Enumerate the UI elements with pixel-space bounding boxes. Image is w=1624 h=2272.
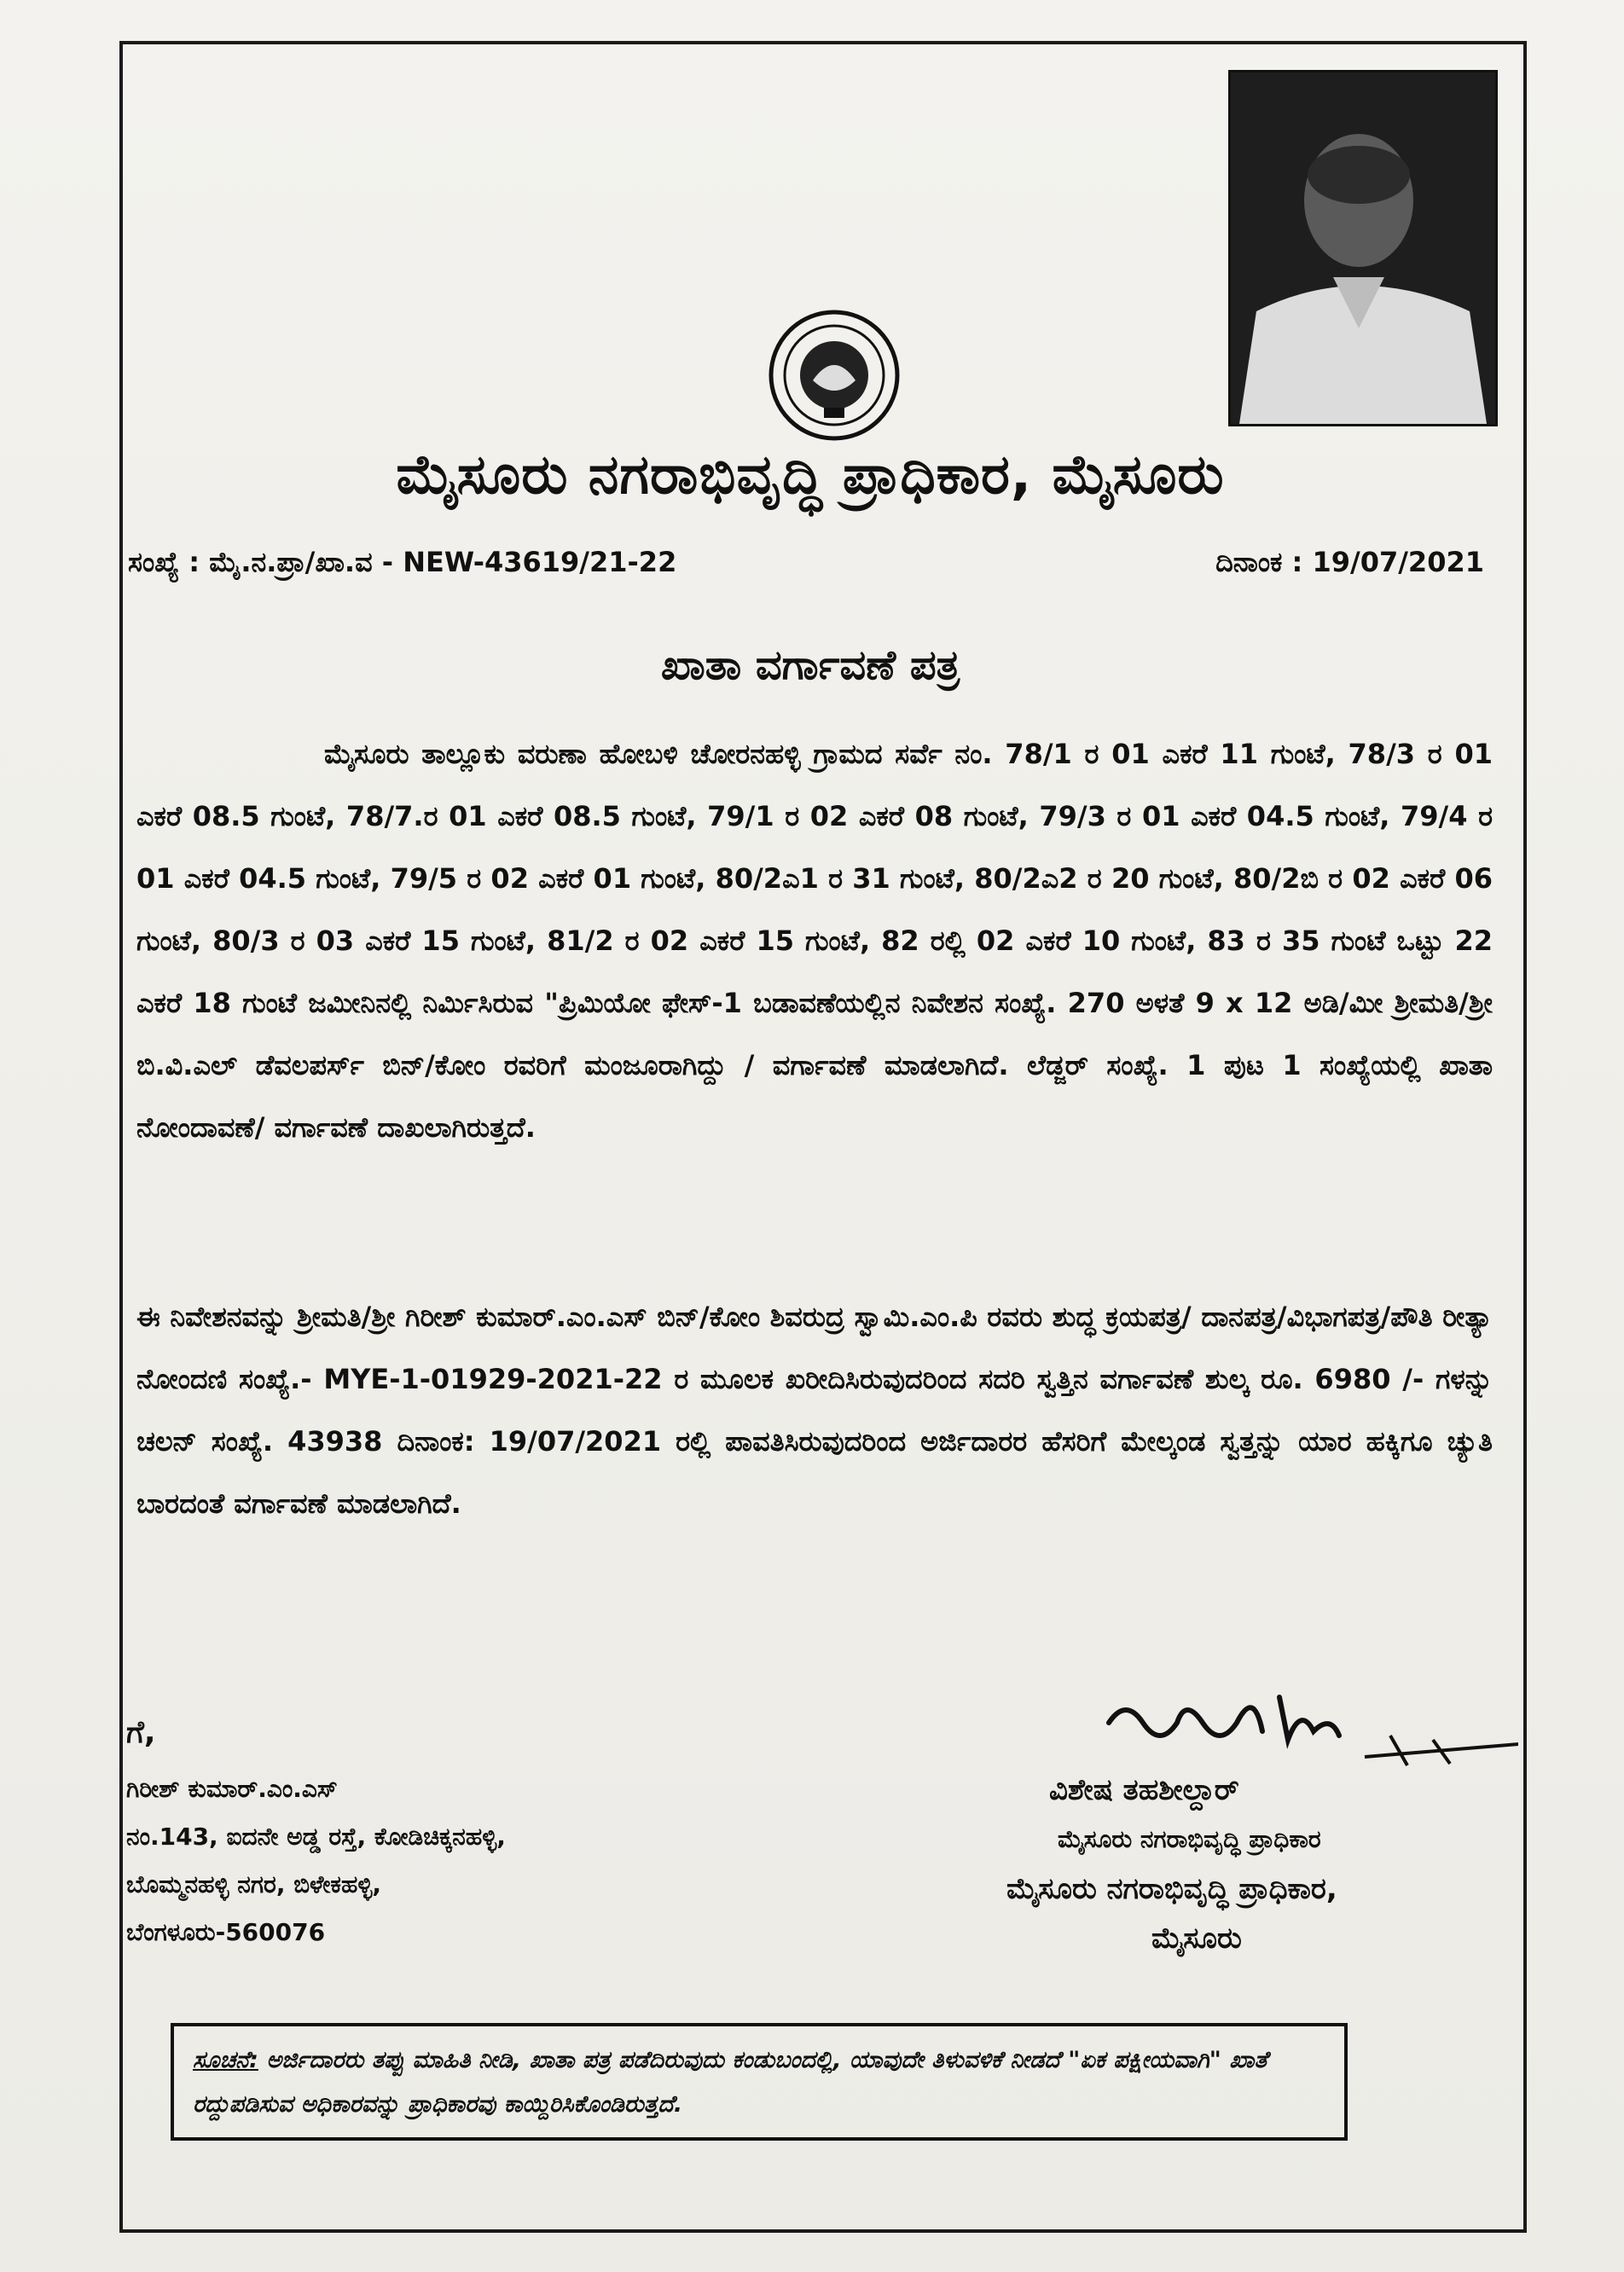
note-box — [171, 2023, 1348, 2141]
recipient-salutation: ಗೆ, — [126, 1715, 156, 1750]
recipient-address-line-1: ನಂ.143, ಐದನೇ ಅಡ್ಡ ರಸ್ತೆ, ಕೋಡಿಚಿಕ್ಕನಹಳ್ಳಿ, — [126, 1823, 506, 1851]
note-label: ಸೂಚನೆ: — [193, 2047, 258, 2073]
signatory-line-4: ಮೈಸೂರು — [1151, 1921, 1242, 1956]
document-subject: ಖಾತಾ ವರ್ಗಾವಣೆ ಪತ್ರ — [660, 641, 960, 689]
authority-emblem-icon — [766, 307, 902, 443]
body-paragraph-1: ಮೈಸೂರು ತಾಲ್ಲೂಕು ವರುಣಾ ಹೋಬಳಿ ಚೋರನಹಳ್ಳಿ ಗ್ರಾಮದ ಸರ್ವೆ ನಂ. 78/1 ರ 01 ಎಕರೆ 11 ಗುಂಟೆ, 78/3 ರ 01 ಎಕರೆ 08.5 ಗುಂಟೆ, 78/7.ರ 01 ಎಕರೆ 08.5 ಗುಂಟೆ, 79/1 ರ 02 ಎಕರೆ 08 ಗುಂಟೆ, 79/3 ರ 01 ಎಕರೆ 04.5 ಗುಂಟೆ, 79/4 ರ 01 ಎಕರೆ 04.5 ಗುಂಟೆ, 79/5 ರ 02 ಎಕರೆ 01 ಗುಂಟೆ, 80/2ಎ1 ರ 31 ಗುಂಟೆ, 80/2ಎ2 ರ 20 ಗುಂಟೆ, 80/2ಬಿ ರ 02 ಎಕರೆ 06 ಗುಂಟೆ, 80/3 ರ 03 ಎಕರೆ 15 ಗುಂಟೆ, 81/2 ರ 02 ಎಕರೆ 15 ಗುಂಟೆ, 82 ರಲ್ಲಿ 02 ಎಕರೆ 10 ಗುಂಟೆ, 83 ರ 35 ಗುಂಟೆ ಒಟ್ಟು 22 ಎಕರೆ 18 ಗುಂಟೆ ಜಮೀನಿನಲ್ಲಿ ನಿರ್ಮಿಸಿರುವ "ಪ್ರಿಮಿಯೋ ಫೇಸ್-1 ಬಡಾವಣೆಯಲ್ಲಿನ ನಿವೇಶನ ಸಂಖ್ಯೆ. 270 ಅಳತೆ 9 x 12 ಅಡಿ/ಮೀ ಶ್ರೀಮತಿ/ಶ್ರೀ ಬಿ.ವಿ.ಎಲ್ ಡೆವಲಪರ್ಸ್ ಬಿನ್/ಕೋಂ ರವರಿಗೆ ಮಂಜೂರಾಗಿದ್ದು / ವರ್ಗಾವಣೆ ಮಾಡಲಾಗಿದೆ. ಲೆಡ್ಜರ್ ಸಂಖ್ಯೆ. 1 ಪುಟ 1 ಸಂಖ್ಯೆಯಲ್ಲಿ ಖಾತಾ ನೋಂದಾವಣೆ/ ವರ್ಗಾವಣೆ ದಾಖಲಾಗಿರುತ್ತದೆ. — [136, 738, 1493, 1144]
reference-number: ಸಂಖ್ಯೆ : ಮೈ.ನ.ಪ್ರಾ/ಖಾ.ವ - NEW-43619/21-22 — [128, 546, 677, 578]
issue-date: ದಿನಾಂಕ : 19/07/2021 — [1215, 546, 1484, 578]
signatory-designation — [1006, 1765, 1518, 1963]
recipient-address-line-3: ಬೆಂಗಳೂರು-560076 — [126, 1918, 326, 1946]
recipient-address-line-2: ಬೊಮ್ಮನಹಳ್ಳಿ ನಗರ, ಬಿಳೇಕಹಳ್ಳಿ, — [126, 1870, 382, 1898]
signature-block — [1006, 1663, 1518, 1956]
handwritten-signature — [1006, 1663, 1518, 1782]
applicant-photo — [1228, 70, 1498, 426]
signatory-line-3: ಮೈಸೂರು ನಗರಾಭಿವೃದ್ಧಿ ಪ್ರಾಧಿಕಾರ, — [1006, 1872, 1337, 1906]
body-paragraph-2: ಈ ನಿವೇಶನವನ್ನು ಶ್ರೀಮತಿ/ಶ್ರೀ ಗಿರೀಶ್ ಕುಮಾರ್.ಎಂ.ಎಸ್ ಬಿನ್/ಕೋಂ ಶಿವರುದ್ರ ಸ್ವಾಮಿ.ಎಂ.ಪಿ ರವರು ಶುದ್ಧ ಕ್ರಯಪತ್ರ/ ದಾನಪತ್ರ/ವಿಭಾಗಪತ್ರ/ಪೌತಿ ರೀತ್ಯಾ ನೋಂದಣಿ ಸಂಖ್ಯೆ.- MYE-1-01929-2021-22 ರ ಮೂಲಕ ಖರೀದಿಸಿರುವುದರಿಂದ ಸದರಿ ಸ್ವತ್ತಿನ ವರ್ಗಾವಣೆ ಶುಲ್ಕ ರೂ. 6980 /- ಗಳನ್ನು ಚಲನ್ ಸಂಖ್ಯೆ. 43938 ದಿನಾಂಕ: 19/07/2021 ರಲ್ಲಿ ಪಾವತಿಸಿರುವುದರಿಂದ ಅರ್ಜಿದಾರರ ಹೆಸರಿಗೆ ಮೇಲ್ಕಂಡ ಸ್ವತ್ತನ್ನು ಯಾರ ಹಕ್ಕಿಗೂ ಚ್ಯುತಿ ಬಾರದಂತೆ ವರ್ಗಾವಣೆ ಮಾಡಲಾಗಿದೆ. — [136, 1301, 1493, 1520]
signatory-line-1: ವಿಶೇಷ ತಹಶೀಲ್ದಾರ್ — [1049, 1773, 1239, 1807]
photo-portrait-image — [1231, 72, 1495, 424]
signatory-line-2: ಮೈಸೂರು ನಗರಾಭಿವೃದ್ಧಿ ಪ್ರಾಧಿಕಾರ — [1058, 1825, 1321, 1853]
authority-title: ಮೈಸೂರು ನಗರಾಭಿವೃದ್ಧಿ ಪ್ರಾಧಿಕಾರ, ಮೈಸೂರು — [396, 443, 1225, 507]
reference-row — [128, 546, 1484, 597]
recipient-block — [126, 1709, 723, 1956]
recipient-name: ಗಿರೀಶ್ ಕುಮಾರ್.ಎಂ.ಎಸ್ — [126, 1775, 338, 1803]
note-text: ಅರ್ಜಿದಾರರು ತಪ್ಪು ಮಾಹಿತಿ ನೀಡಿ, ಖಾತಾ ಪತ್ರ ಪಡೆದಿರುವುದು ಕಂಡುಬಂದಲ್ಲಿ, ಯಾವುದೇ ತಿಳುವಳಿಕೆ ನೀಡದೆ "ಏಕ ಪಕ್ಷೀಯವಾಗಿ" ಖಾತೆ ರದ್ದುಪಡಿಸುವ ಅಧಿಕಾರವನ್ನು ಪ್ರಾಧಿಕಾರವು ಕಾಯ್ದಿರಿಸಿಕೊಂಡಿರುತ್ತದೆ. — [193, 2047, 1267, 2118]
